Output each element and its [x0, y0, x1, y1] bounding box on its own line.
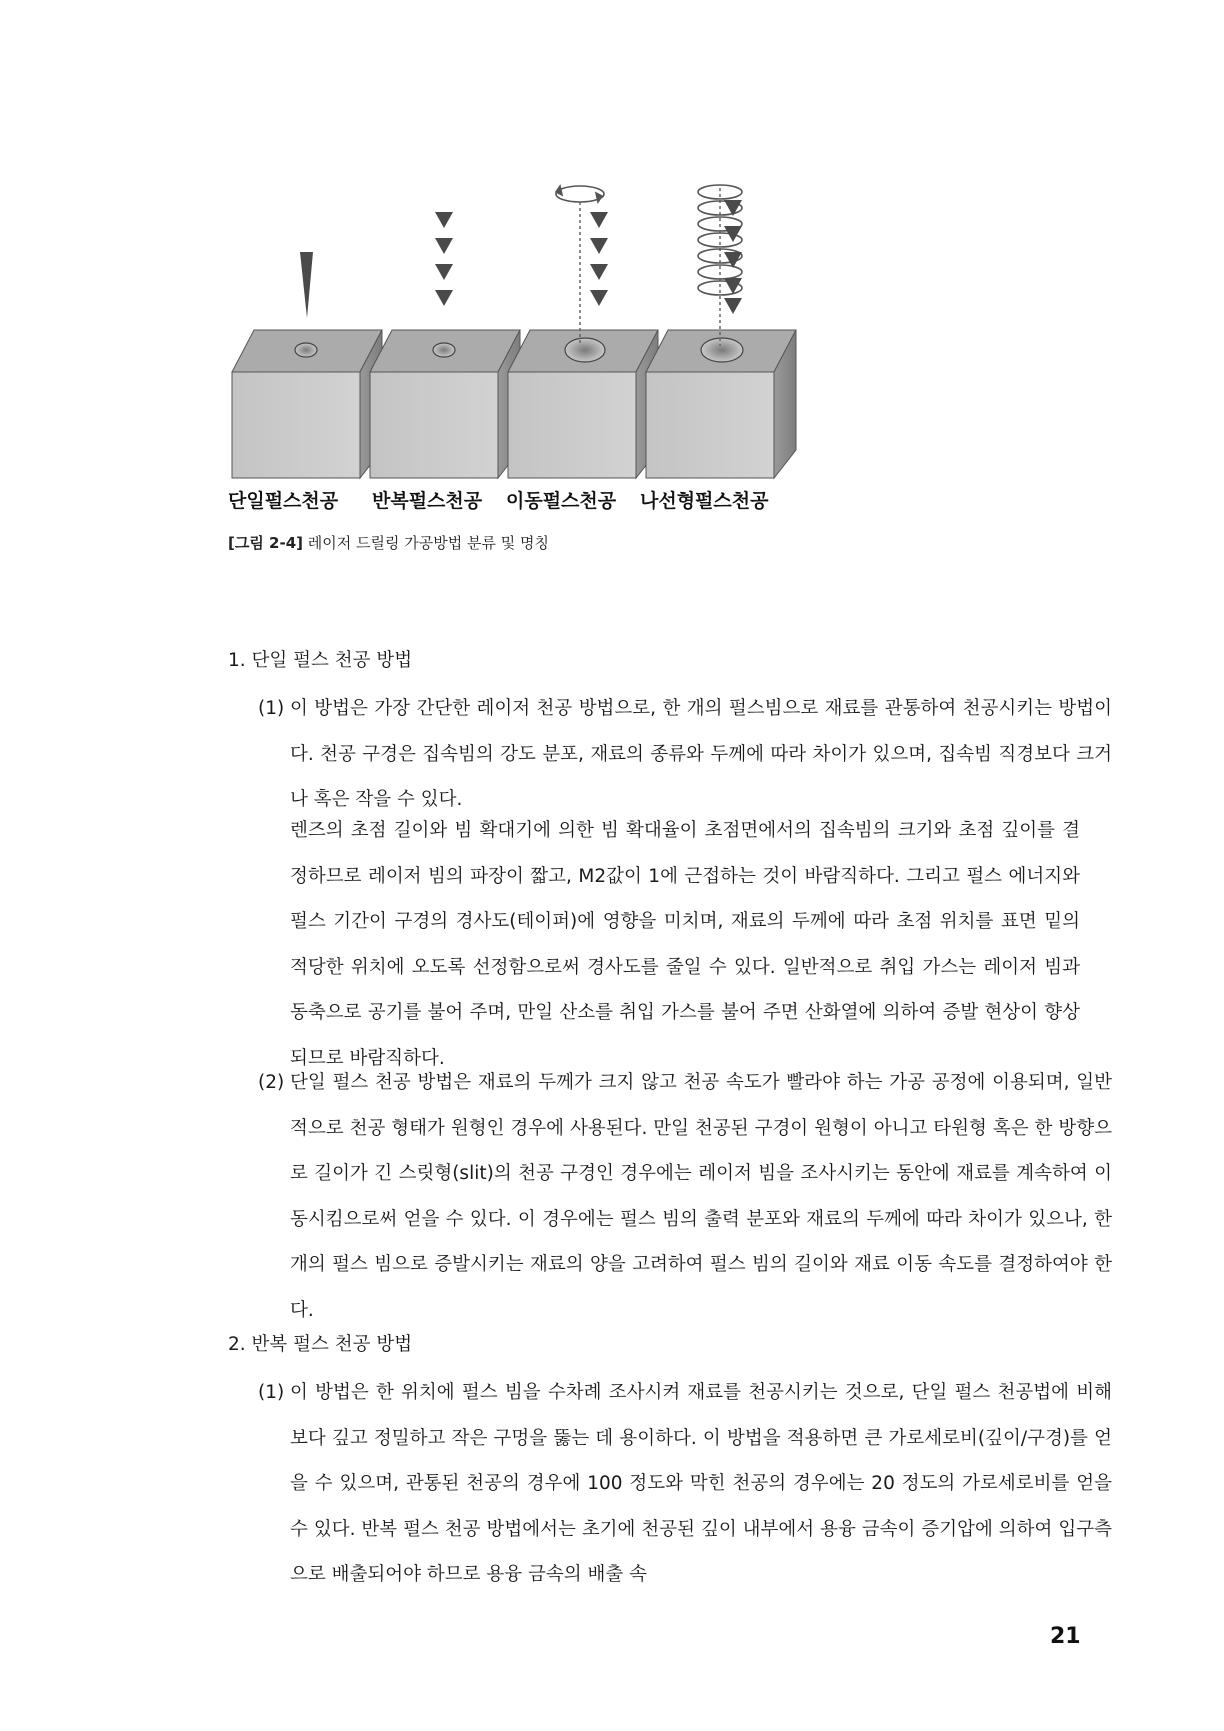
block-moving-pulse: [508, 186, 658, 478]
paragraph: [258, 1060, 1112, 1333]
moving-pulse-arrows-icon: [590, 212, 608, 306]
section-heading: 1. 단일 펄스 천공 방법: [228, 650, 413, 671]
figure-caption: [228, 532, 549, 553]
page-number: 21: [1050, 1624, 1081, 1649]
single-pulse-arrow-icon: [300, 252, 313, 318]
paragraph: [258, 686, 1112, 823]
paragraph-text: 이 방법은 가장 간단한 레이저 천공 방법으로, 한 개의 펄스빔으로 재료를 관통하여 천공시키는 방법이다. 천공 구경은 집속빔의 강도 분포, 재료의 종류와 두께에 따라 차이가 있으며, 집속빔 직경보다 크거나 혹은 작을 수 있다.: [290, 698, 1112, 810]
paragraph-text: 단일 펄스 천공 방법은 재료의 두께가 크지 않고 천공 속도가 빨라야 하는 가공 공정에 이용되며, 일반적으로 천공 형태가 원형인 경우에 사용된다. 만일 천공된 구경이 원형이 아니고 타원형 혹은 한 방향으로 길이가 긴 스릿형(slit)의 천공 구경인 경우에는 레이저 빔을 조사시키는 동안에 재료를 계속하여 이동시킴으로써 얻을 수 있다. 이 경우에는 펄스 빔의 출력 분포와 재료의 두께에 따라 차이가 있으나, 한 개의 펄스 빔으로 증발시키는 재료의 양을 고려하여 펄스 빔의 길이와 재료 이동 속도를 결정하여야 한다.: [290, 1072, 1112, 1321]
paragraph-number: (1): [258, 698, 285, 719]
figure-label-moving: 이동펄스천공: [506, 490, 617, 512]
paragraph: [290, 808, 1080, 1081]
block-single-pulse: [232, 252, 382, 478]
figure-caption-number: [그림 2-4]: [228, 534, 304, 552]
paragraph-text: 이 방법은 한 위치에 펄스 빔을 수차례 조사시켜 재료를 천공시키는 것으로, 단일 펄스 천공법에 비해 보다 깊고 정밀하고 작은 구멍을 뚫는 데 용이하다. 이 방법을 적용하면 큰 가로세로비(깊이/구경)를 얻을 수 있으며, 관통된 천공의 경우에 100 정도와 막힌 천공의 경우에는 20 정도의 가로세로비를 얻을 수 있다. 반복 펄스 천공 방법에서는 초기에 천공된 깊이 내부에서 용융 금속이 증기압에 의하여 입구측으로 배출되어야 하므로 용융 금속의 배출 속: [290, 1382, 1112, 1585]
laser-drilling-figure: [0, 0, 1224, 560]
rotation-icon: [556, 186, 604, 202]
block-spiral-pulse: [646, 185, 796, 478]
section-heading: 2. 반복 펄스 천공 방법: [228, 1334, 413, 1355]
repeated-pulse-arrows-icon: [435, 212, 453, 306]
paragraph-number: (1): [258, 1382, 285, 1403]
figure-caption-text: 레이저 드릴링 가공방법 분류 및 명칭: [307, 534, 549, 552]
paragraph-text: 렌즈의 초점 길이와 빔 확대기에 의한 빔 확대율이 초점면에서의 집속빔의 크기와 초점 깊이를 결정하므로 레이저 빔의 파장이 짧고, M2값이 1에 근접하는 것이 바람직하다. 그리고 펄스 에너지와 펄스 기간이 구경의 경사도(테이퍼)에 영향을 미치며, 재료의 두께에 따라 초점 위치를 표면 밑의 적당한 위치에 오도록 선정함으로써 경사도를 줄일 수 있다. 일반적으로 취입 가스는 레이저 빔과 동축으로 공기를 불어 주며, 만일 산소를 취입 가스를 불어 주면 산화열에 의하여 증발 현상이 향상되므로 바람직하다.: [290, 820, 1080, 1069]
block-repeated-pulse: [370, 212, 520, 478]
figure-label-spiral: 나선형펄스천공: [640, 490, 769, 512]
paragraph: [258, 1370, 1112, 1598]
paragraph-number: (2): [258, 1072, 285, 1093]
figure-label-single: 단일펄스천공: [228, 490, 339, 512]
figure-label-repeated: 반복펄스천공: [372, 490, 483, 512]
